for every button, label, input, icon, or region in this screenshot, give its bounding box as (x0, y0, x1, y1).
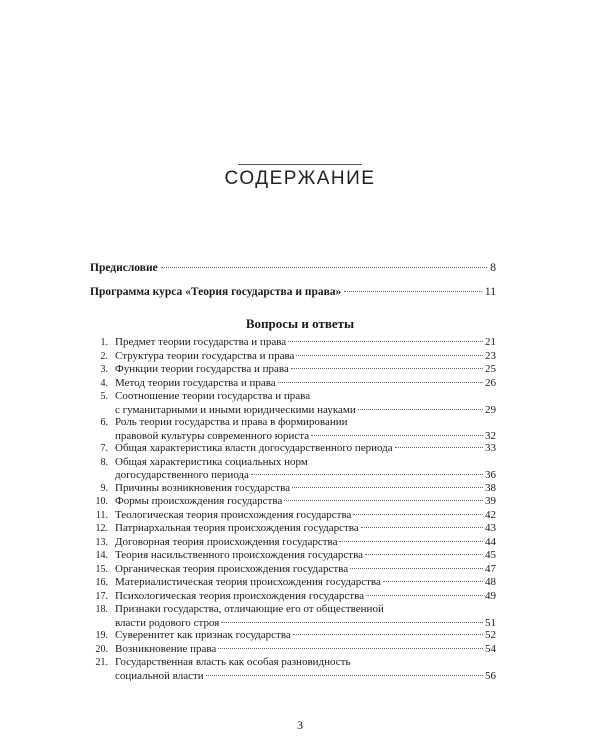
toc-question-text: власти родового строя (115, 616, 220, 629)
dot-leader (206, 675, 483, 676)
toc-question-text: с гуманитарными и иными юридическими науками (115, 403, 356, 416)
toc-question-page: 49 (485, 589, 496, 602)
toc-entry-program[interactable] (90, 286, 496, 310)
toc-question-item[interactable] (88, 416, 496, 442)
dot-leader (291, 368, 483, 369)
toc-question-page: 48 (485, 576, 496, 588)
toc-question-number: 14. (95, 550, 108, 561)
toc-question-item[interactable] (88, 629, 496, 643)
toc-question-line (88, 617, 496, 630)
dot-leader (161, 267, 488, 268)
toc-question-text: Возникновение права (115, 642, 217, 655)
dot-leader (251, 474, 483, 475)
toc-question-page: 36 (485, 469, 496, 481)
toc-question-text: Общая характеристика власти догосударственного периода (115, 442, 393, 454)
toc-question-line (88, 390, 496, 404)
toc-question-page: 25 (485, 363, 496, 375)
dot-leader (311, 435, 483, 436)
dot-leader (284, 500, 483, 501)
toc-question-text: Структура теории государства и права (115, 349, 295, 362)
toc-question-page: 39 (485, 495, 496, 507)
toc-question-line (88, 442, 496, 456)
toc-question-item[interactable] (88, 643, 496, 657)
dot-leader (288, 341, 483, 342)
toc-question-page: 38 (485, 481, 496, 494)
toc-question-number: 6. (100, 417, 108, 428)
toc-question-text: догосударственного периода (115, 469, 249, 481)
toc-question-page: 26 (485, 376, 496, 389)
toc-question-text: Суверенитет как признак государства (115, 629, 291, 641)
toc-entry-label: Предисловие (90, 262, 158, 274)
questions-list (88, 336, 496, 682)
toc-question-line (88, 495, 496, 509)
toc-question-line (88, 404, 496, 417)
toc-question-item[interactable] (88, 576, 496, 590)
toc-question-text: Теологическая теория происхождения государства (115, 508, 352, 521)
toc-question-text: Соотношение теории государства и права (115, 390, 311, 402)
toc-question-item[interactable] (88, 495, 496, 509)
toc-question-line (88, 430, 496, 443)
toc-question-line (88, 482, 496, 496)
dot-leader (395, 447, 483, 448)
toc-question-number: 18. (95, 604, 108, 615)
toc-question-item[interactable] (88, 509, 496, 523)
toc-question-item[interactable] (88, 656, 496, 682)
toc-question-line (88, 656, 496, 670)
toc-question-line (88, 350, 496, 364)
toc-question-page: 51 (485, 616, 496, 629)
toc-question-line (88, 536, 496, 550)
toc-question-text: Метод теории государства и права (115, 376, 276, 389)
toc-question-number: 7. (100, 443, 108, 454)
toc-question-line (88, 522, 496, 536)
toc-question-text: Материалистическая теория происхождения государства (115, 576, 381, 588)
toc-question-item[interactable] (88, 350, 496, 364)
toc-entry-page: 11 (484, 286, 496, 298)
toc-question-item[interactable] (88, 363, 496, 377)
toc-question-number: 20. (95, 643, 108, 655)
toc-question-line (88, 377, 496, 391)
toc-question-page: 33 (485, 442, 496, 454)
toc-question-line (88, 563, 496, 577)
title-rule (238, 164, 362, 165)
toc-question-text: Причины возникновения государства (115, 481, 290, 494)
toc-question-number: 2. (100, 350, 108, 362)
toc-question-number: 15. (95, 563, 108, 575)
toc-question-text: Предмет теории государства и права (115, 336, 287, 348)
dot-leader (218, 648, 483, 649)
toc-question-text: правовой культуры современного юриста (115, 429, 310, 442)
toc-question-text: Договорная теория происхождения государства (115, 535, 338, 548)
toc-question-text: социальной власти (115, 669, 204, 682)
toc-question-number: 9. (100, 482, 108, 494)
toc-question-page: 56 (485, 669, 496, 682)
toc-entry-page: 8 (490, 262, 496, 274)
toc-question-text: Роль теории государства и права в формировании (115, 416, 348, 428)
toc-question-page: 54 (485, 642, 496, 655)
toc-question-text: Формы происхождения государства (115, 495, 283, 507)
toc-question-text: Государственная власть как особая разновидность (115, 656, 351, 668)
dot-leader (350, 568, 483, 569)
toc-question-item[interactable] (88, 442, 496, 456)
toc-question-line (88, 363, 496, 377)
toc-question-item[interactable] (88, 590, 496, 604)
toc-question-line (88, 416, 496, 430)
toc-question-line (88, 336, 496, 350)
toc-question-page: 47 (485, 562, 496, 575)
toc-question-text: Общая характеристика социальных норм (115, 455, 308, 468)
toc-question-page: 52 (485, 629, 496, 641)
dot-leader (293, 634, 483, 635)
toc-question-line (88, 469, 496, 482)
toc-question-number: 1. (100, 337, 108, 348)
toc-question-page: 42 (485, 508, 496, 521)
dot-leader (358, 409, 483, 410)
toc-question-line (88, 509, 496, 523)
toc-question-line (88, 590, 496, 604)
dot-leader (292, 487, 483, 488)
toc-question-item[interactable] (88, 482, 496, 496)
toc-question-number: 21. (95, 657, 108, 668)
toc-question-item[interactable] (88, 336, 496, 350)
toc-question-text: Функции теории государства и права (115, 363, 289, 375)
toc-question-item[interactable] (88, 563, 496, 577)
toc-question-line (88, 456, 496, 470)
dot-leader (339, 541, 483, 542)
toc-question-page: 45 (485, 549, 496, 561)
page-title: СОДЕРЖАНИЕ (224, 168, 376, 189)
toc-question-page: 23 (485, 349, 496, 362)
toc-question-line (88, 629, 496, 643)
dot-leader (353, 514, 483, 515)
toc-question-number: 12. (95, 523, 108, 534)
toc-question-line (88, 603, 496, 617)
dot-leader (366, 595, 483, 596)
dot-leader (278, 382, 483, 383)
dot-leader (296, 355, 483, 356)
toc-question-number: 4. (100, 377, 108, 389)
toc-question-number: 10. (95, 496, 108, 507)
toc-question-item[interactable] (88, 536, 496, 550)
toc-question-number: 11. (95, 509, 108, 521)
toc-entry-preface[interactable] (90, 262, 496, 286)
toc-question-line (88, 576, 496, 590)
toc-question-item[interactable] (88, 603, 496, 629)
page-number: 3 (297, 718, 303, 732)
toc-question-number: 5. (100, 391, 108, 402)
toc-question-number: 16. (95, 577, 108, 588)
toc-question-line (88, 670, 496, 683)
toc-question-text: Патриархальная теория происхождения государства (115, 522, 359, 534)
dot-leader (383, 581, 483, 582)
toc-question-number: 17. (95, 590, 108, 602)
toc-question-page: 21 (485, 336, 496, 348)
toc-question-line (88, 549, 496, 563)
toc-question-number: 3. (100, 364, 108, 375)
toc-question-text: Признаки государства, отличающие его от общественной (115, 603, 384, 615)
toc-entry-label: Программа курса «Теория государства и права» (90, 286, 342, 298)
toc-question-page: 44 (485, 535, 496, 548)
toc-question-item[interactable] (88, 522, 496, 536)
toc-question-number: 13. (95, 536, 108, 548)
toc-question-page: 43 (485, 522, 496, 534)
toc-question-number: 8. (100, 456, 108, 468)
toc-question-number: 19. (95, 630, 108, 641)
dot-leader (221, 622, 483, 623)
dot-leader (361, 527, 483, 528)
top-entries (90, 262, 496, 310)
toc-question-text: Органическая теория происхождения государства (115, 562, 349, 575)
toc-question-text: Теория насильственного происхождения государства (115, 549, 364, 561)
toc-question-item[interactable] (88, 549, 496, 563)
toc-question-text: Психологическая теория происхождения государства (115, 589, 364, 602)
dot-leader (365, 554, 483, 555)
section-title: Вопросы и ответы (245, 316, 355, 331)
toc-question-page: 29 (485, 403, 496, 416)
dot-leader (344, 291, 482, 292)
toc-question-page: 32 (485, 429, 496, 442)
toc-question-item[interactable] (88, 390, 496, 416)
toc-question-item[interactable] (88, 377, 496, 391)
toc-question-item[interactable] (88, 456, 496, 482)
toc-question-line (88, 643, 496, 657)
